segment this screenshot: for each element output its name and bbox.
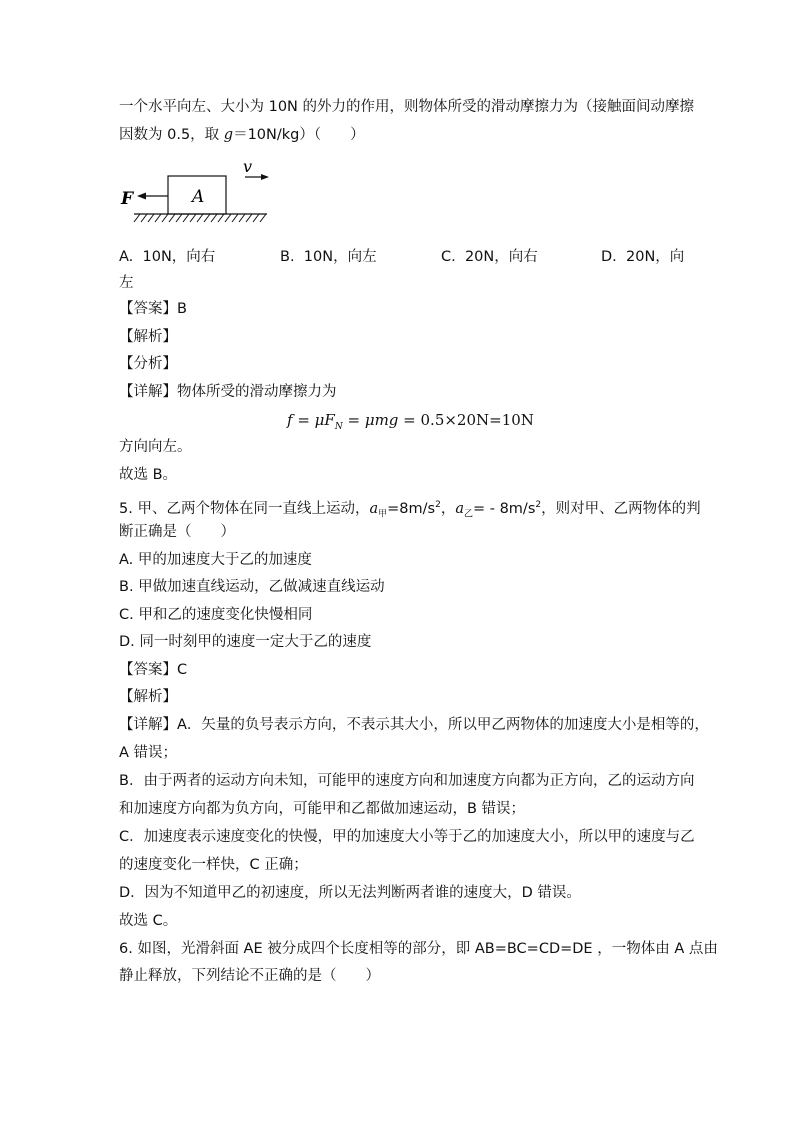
q5-option-b[interactable]: B. 甲做加速直线运动，乙做减速直线运动: [119, 579, 385, 595]
q4-option-d[interactable]: D. 20N，向: [601, 249, 685, 265]
q4-option-d-wrap: 左: [119, 275, 134, 291]
q5-stem-line-2: 断正确是（ ）: [119, 524, 235, 540]
force-arrowhead: [137, 193, 146, 200]
q4-conclusion: 故选 B。: [119, 467, 178, 483]
q4-answer: 【答案】B: [119, 301, 187, 317]
q5-option-d[interactable]: D. 同一时刻甲的速度一定大于乙的速度: [119, 634, 372, 650]
q5-detail-line: 的速度变化一样快，C 正确；: [119, 857, 308, 873]
q4-direction: 方向向左。: [119, 439, 192, 455]
velocity-arrowhead: [261, 174, 269, 180]
q6-stem-line-1: 6. 如图，光滑斜面 AE 被分成四个长度相等的部分，即 AB=BC=CD=DE ，一物体由 A 点由: [119, 941, 718, 957]
q4-option-a[interactable]: A. 10N，向右: [119, 249, 216, 265]
q5-detail-line: A 错误；: [119, 745, 178, 761]
q6-stem-line-2: 静止释放，下列结论不正确的是（ ）: [119, 968, 380, 984]
q5-detail-line: C．加速度表示速度变化的快慢，甲的加速度大小等于乙的加速度大小，所以甲的速度与乙: [119, 829, 695, 845]
q4-detail: 【详解】物体所受的滑动摩擦力为: [119, 384, 337, 400]
q4-fenxi-heading: 【分析】: [119, 356, 177, 372]
q5-detail-line: 【详解】A．矢量的负号表示方向，不表示其大小，所以甲乙两物体的加速度大小是相等的，: [119, 717, 709, 733]
q5-detail-line: D．因为不知道甲乙的初速度，所以无法判断两者谁的速度大，D 错误。: [119, 885, 581, 901]
q4-option-c[interactable]: C. 20N，向右: [441, 249, 538, 265]
q4-option-b[interactable]: B. 10N，向左: [280, 249, 377, 265]
q4-friction-formula: $f = \mu F_N = \mu mg = 0.5\times 20N=10N$: [287, 411, 534, 432]
q4-force-diagram: [119, 158, 279, 230]
q5-option-a[interactable]: A. 甲的加速度大于乙的加速度: [119, 552, 312, 568]
q5-conclusion: 故选 C。: [119, 913, 178, 929]
q5-analysis-heading: 【解析】: [119, 689, 177, 705]
q4-stem-line-1: 一个水平向左、大小为 10N 的外力的作用，则物体所受的滑动摩擦力为（接触面间动摩擦: [119, 99, 695, 115]
q5-detail-line: 和加速度方向都为负方向，可能甲和乙都做加速运动，B 错误；: [119, 801, 526, 817]
q4-stem-line-2: 因数为 0.5，取 g＝10N/kg）（ ）: [119, 127, 365, 143]
q4-analysis-heading: 【解析】: [119, 329, 177, 345]
q5-answer: 【答案】C: [119, 662, 188, 678]
velocity-label: v: [243, 158, 253, 176]
q5-detail-line: B．由于两者的运动方向未知，可能甲的速度方向和加速度方向都为正方向，乙的运动方向: [119, 773, 695, 789]
block-label: A: [192, 187, 205, 207]
force-label: F: [121, 189, 134, 209]
q5-stem-line-1: 5. 甲、乙两个物体在同一直线上运动，$a_甲=8m/s^2$，$a_乙= - 8m/s^2$，则对甲、乙两物体的判: [119, 500, 701, 520]
ground-hatching: [134, 214, 266, 222]
q5-option-c[interactable]: C. 甲和乙的速度变化快慢相同: [119, 607, 313, 623]
